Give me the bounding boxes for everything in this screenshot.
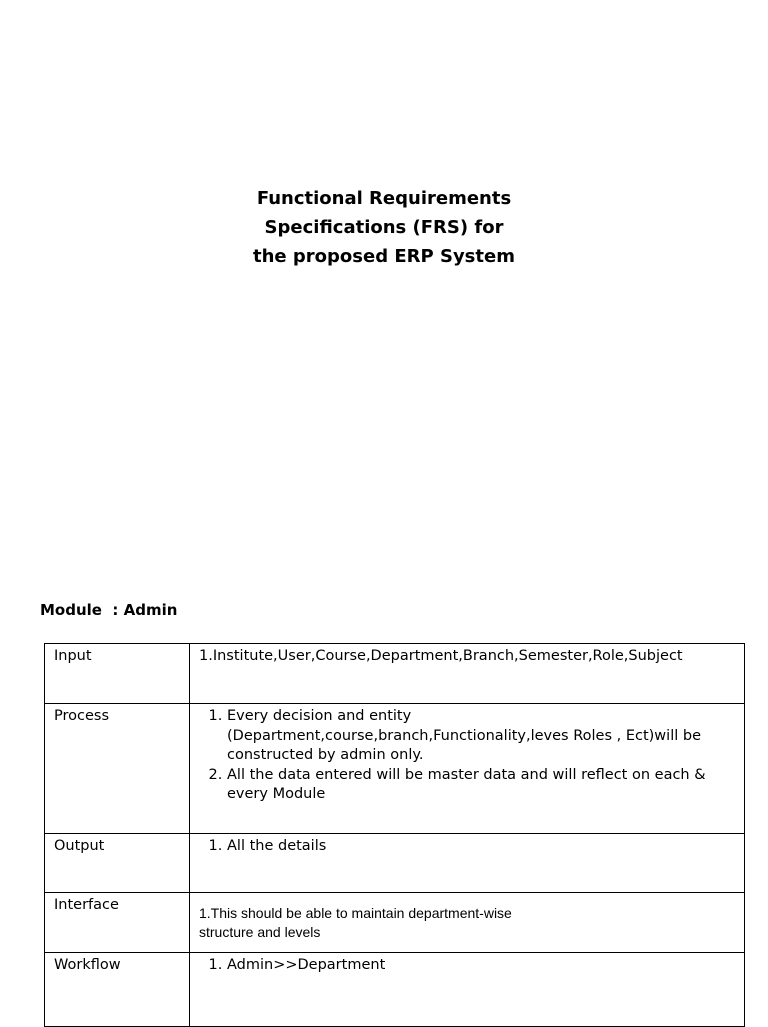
output-list (199, 837, 736, 857)
row-label-input: Input (45, 644, 190, 704)
interface-text (199, 896, 736, 942)
process-list (199, 707, 736, 805)
workflow-list (199, 956, 736, 976)
row-label-workflow: Workflow (45, 953, 190, 1027)
table-row-input (45, 644, 745, 704)
row-value-output (190, 834, 745, 893)
module-heading: Module : Admin (40, 601, 178, 619)
row-label-output: Output (45, 834, 190, 893)
row-value-interface (190, 893, 745, 953)
row-label-interface: Interface (45, 893, 190, 953)
table-row-output (45, 834, 745, 893)
title-line-1: Functional Requirements (256, 188, 512, 209)
row-value-workflow (190, 953, 745, 1027)
title-line-2: Specifications (FRS) for (264, 217, 504, 238)
list-item: 1. All the details (227, 837, 736, 857)
list-item: 1. Admin>>Department (227, 956, 736, 976)
row-label-process: Process (45, 704, 190, 834)
list-item: 2. All the data entered will be master data and will reflect on each & every Module (227, 766, 736, 805)
table-row-interface (45, 893, 745, 953)
interface-line-2: structure and levels (199, 924, 321, 940)
interface-line-1: 1.This should be able to maintain department-wise (199, 905, 512, 921)
frs-table (44, 643, 745, 1027)
list-item: 1. Every decision and entity (Department,course,branch,Functionality,leves Roles , Ect)will be constructed by admin only. (227, 707, 736, 766)
title-line-3: the proposed ERP System (253, 246, 515, 267)
row-value-process (190, 704, 745, 834)
document-title (0, 184, 768, 271)
table-row-workflow (45, 953, 745, 1027)
row-value-input: 1.Institute,User,Course,Department,Branch,Semester,Role,Subject (190, 644, 745, 704)
table-row-process (45, 704, 745, 834)
